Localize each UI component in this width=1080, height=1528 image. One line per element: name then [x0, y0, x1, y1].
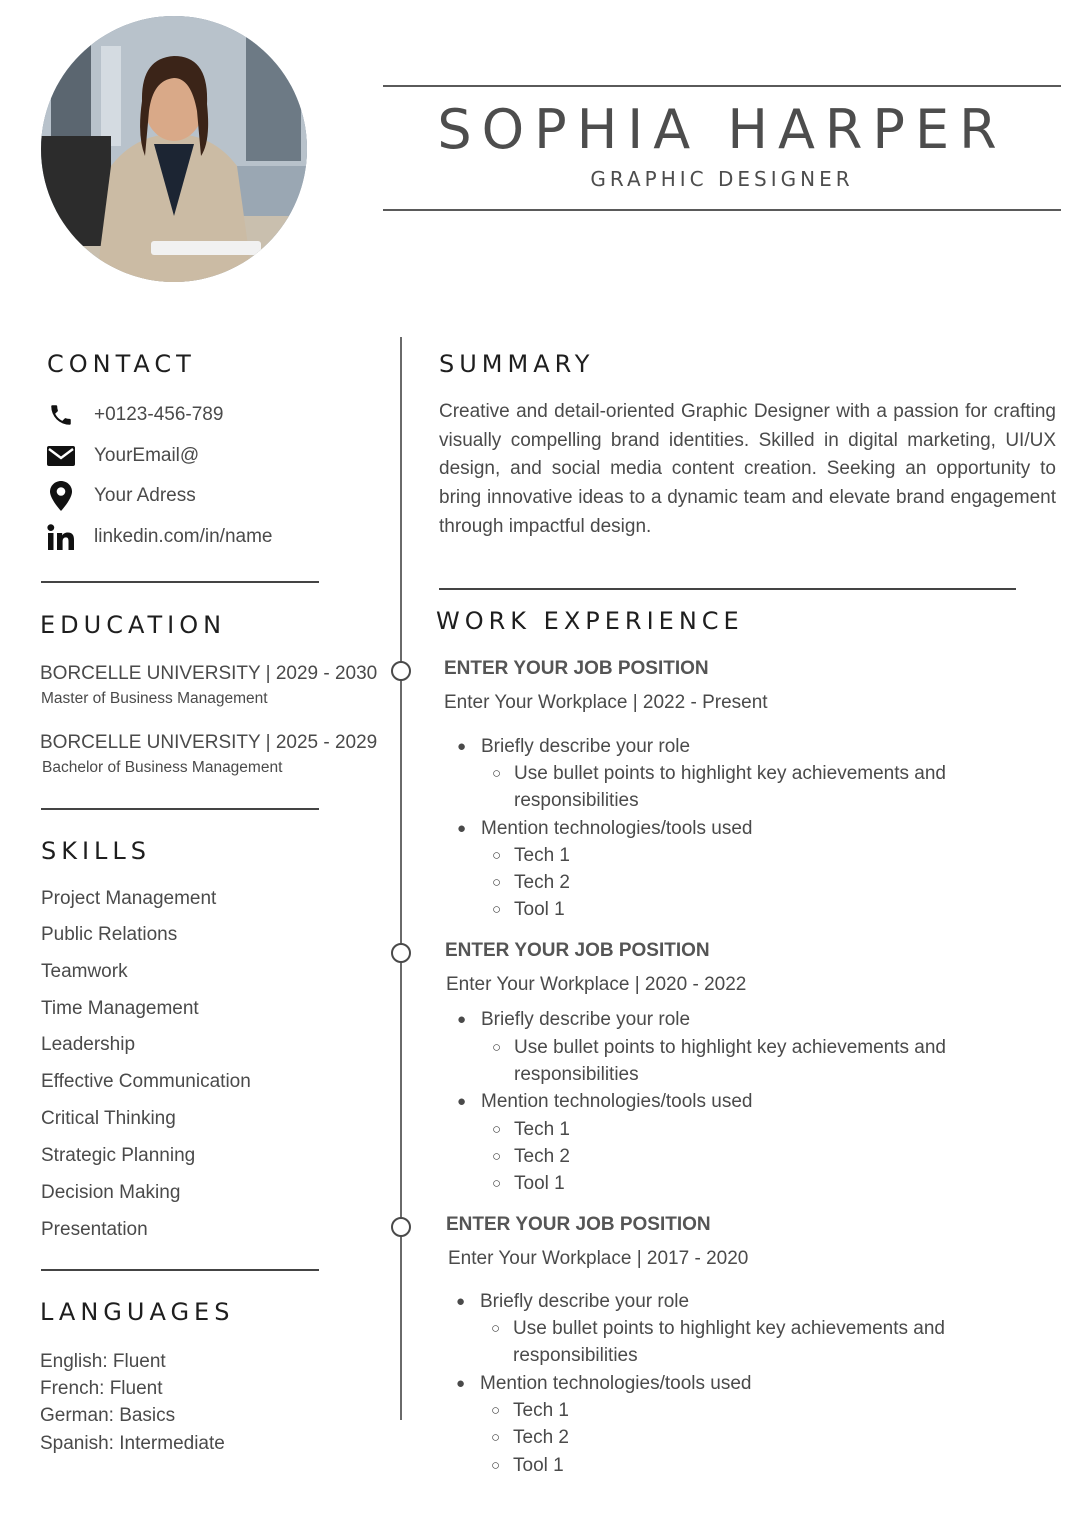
bullet-item: ○ Tool 1	[514, 896, 565, 923]
section-divider	[41, 808, 319, 810]
profile-photo	[41, 16, 307, 282]
open-bullet-icon: ○	[491, 1402, 501, 1419]
bullet-icon: ●	[456, 1293, 466, 1310]
job-position: ENTER YOUR JOB POSITION	[446, 1214, 711, 1235]
email-icon	[44, 442, 78, 470]
open-bullet-icon: ○	[492, 1175, 502, 1192]
skill-item: Presentation	[41, 1219, 148, 1240]
email-text: YourEmail@	[94, 445, 200, 466]
bullet-icon: ●	[457, 1011, 467, 1028]
bullet-item: ○ Tech 1	[514, 842, 570, 869]
skill-item: Strategic Planning	[41, 1145, 196, 1166]
contact-phone	[44, 401, 223, 429]
section-divider	[41, 581, 319, 583]
open-bullet-icon: ○	[492, 901, 502, 918]
section-divider	[439, 588, 1016, 590]
address-text: Your Adress	[94, 485, 196, 506]
skill-item: Public Relations	[41, 924, 178, 945]
open-bullet-icon: ○	[492, 1039, 502, 1056]
skill-item: Leadership	[41, 1034, 136, 1055]
job-workplace: Enter Your Workplace | 2017 - 2020	[448, 1248, 749, 1269]
bullet-item: ○ Tech 2	[514, 869, 570, 896]
education-heading: EDUCATION	[40, 611, 227, 639]
education-degree: Bachelor of Business Management	[42, 759, 283, 776]
bullet-continuation: responsibilities	[514, 790, 639, 811]
summary-heading: SUMMARY	[439, 350, 595, 378]
language-item: German: Basics	[40, 1405, 176, 1426]
skill-item: Critical Thinking	[41, 1108, 176, 1129]
candidate-title: GRAPHIC DESIGNER	[590, 167, 854, 191]
timeline-dot	[391, 943, 411, 963]
summary-text: Creative and detail-oriented Graphic Designer with a passion for crafting visually compelling brand identities. Skilled in digital marketing, UI/UX design, and social media content creation. Seeking an opportunity to bring innovative ideas to a dynamic team and elevate brand engagement through impactful design.	[439, 401, 1056, 537]
bullet-item: ○ Tool 1	[514, 1170, 565, 1197]
header-top-rule	[383, 85, 1061, 87]
language-item: English: Fluent	[40, 1351, 166, 1372]
open-bullet-icon: ○	[492, 1121, 502, 1138]
header-bottom-rule	[383, 209, 1061, 211]
open-bullet-icon: ○	[492, 847, 502, 864]
education-school: BORCELLE UNIVERSITY | 2025 - 2029	[40, 732, 378, 753]
bullet-continuation: responsibilities	[514, 1064, 639, 1085]
open-bullet-icon: ○	[491, 1320, 501, 1337]
job-position: ENTER YOUR JOB POSITION	[445, 940, 710, 961]
job-workplace: Enter Your Workplace | 2020 - 2022	[446, 974, 747, 995]
bullet-continuation: responsibilities	[513, 1345, 638, 1366]
timeline-dot	[391, 1217, 411, 1237]
bullet-item: ○ Tech 1	[513, 1397, 569, 1424]
bullet-icon: ●	[457, 1093, 467, 1110]
linkedin-text: linkedin.com/in/name	[94, 526, 273, 547]
bullet-item: ● Mention technologies/tools used	[481, 815, 752, 842]
open-bullet-icon: ○	[491, 1457, 501, 1474]
bullet-item: ○ Use bullet points to highlight key achievements and	[514, 760, 946, 787]
skills-heading: SKILLS	[41, 837, 152, 865]
bullet-item: ● Briefly describe your role	[481, 1006, 690, 1033]
bullet-item: ● Briefly describe your role	[481, 733, 690, 760]
skill-item: Project Management	[41, 888, 217, 909]
candidate-name: SOPHIA HARPER	[437, 98, 1007, 161]
skill-item: Time Management	[41, 998, 199, 1019]
bullet-item: ○ Tool 1	[513, 1452, 564, 1479]
skill-item: Decision Making	[41, 1182, 181, 1203]
open-bullet-icon: ○	[492, 765, 502, 782]
bullet-item: ○ Tech 2	[513, 1424, 569, 1451]
phone-text: +0123-456-789	[94, 404, 224, 425]
open-bullet-icon: ○	[491, 1429, 501, 1446]
bullet-item: ○ Use bullet points to highlight key achievements and	[513, 1315, 945, 1342]
education-school: BORCELLE UNIVERSITY | 2029 - 2030	[40, 663, 378, 684]
open-bullet-icon: ○	[492, 1148, 502, 1165]
bullet-icon: ●	[456, 1375, 466, 1392]
bullet-item: ○ Tech 2	[514, 1143, 570, 1170]
location-pin-icon	[44, 482, 78, 510]
contact-address	[44, 482, 196, 510]
bullet-item: ○ Tech 1	[514, 1116, 570, 1143]
timeline-line	[400, 337, 402, 1420]
linkedin-icon	[44, 523, 78, 551]
bullet-item: ● Mention technologies/tools used	[481, 1088, 752, 1115]
timeline-dot	[391, 661, 411, 681]
bullet-item: ● Briefly describe your role	[480, 1288, 689, 1315]
contact-heading: CONTACT	[47, 350, 196, 378]
skill-item: Effective Communication	[41, 1071, 251, 1092]
job-position: ENTER YOUR JOB POSITION	[444, 658, 709, 679]
work-experience-heading: WORK EXPERIENCE	[436, 607, 744, 635]
section-divider	[41, 1269, 319, 1271]
job-workplace: Enter Your Workplace | 2022 - Present	[444, 692, 768, 713]
bullet-item: ● Mention technologies/tools used	[480, 1370, 751, 1397]
languages-heading: LANGUAGES	[40, 1298, 235, 1326]
bullet-icon: ●	[457, 820, 467, 837]
phone-icon	[44, 401, 78, 429]
language-item: French: Fluent	[40, 1378, 163, 1399]
open-bullet-icon: ○	[492, 874, 502, 891]
bullet-item: ○ Use bullet points to highlight key achievements and	[514, 1034, 946, 1061]
language-item: Spanish: Intermediate	[40, 1433, 225, 1454]
bullet-icon: ●	[457, 738, 467, 755]
skill-item: Teamwork	[41, 961, 128, 982]
contact-linkedin	[44, 523, 272, 551]
contact-email	[44, 442, 199, 470]
education-degree: Master of Business Management	[41, 690, 268, 707]
